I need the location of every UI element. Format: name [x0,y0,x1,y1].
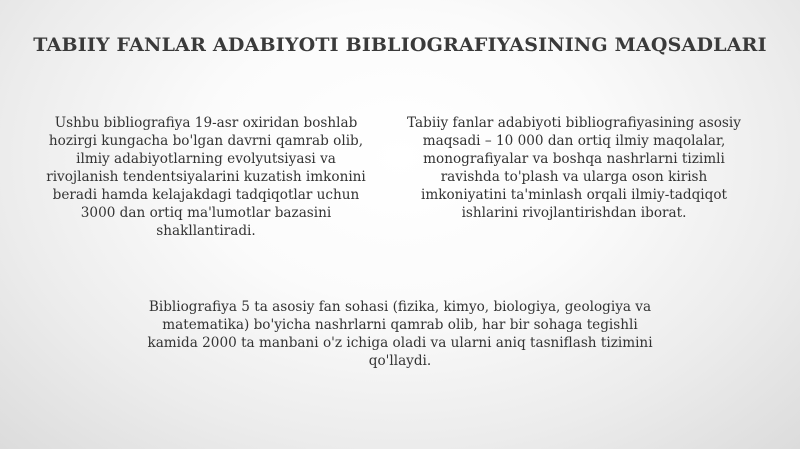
paragraph-time-coverage: Ushbu bibliografiya 19-asr oxiridan boshlab hozirgi kungacha bo'lgan davrni qamrab olib, ilmiy adabiyotlarning evolyutsiyasi va rivojlanish tendentsiyalarini kuzatish imkonini beradi hamda kelajakdagi tadqiqotlar uchun 3000 dan ortiq ma'lumotlar bazasini shakllantiradi. [46,115,366,239]
paragraph-subject-areas: Bibliografiya 5 ta asosiy fan sohasi (fizika, kimyo, biologiya, geologiya va matematika) bo'yicha nashrlarni qamrab olib, har bir sohaga tegishli kamida 2000 ta manbani o'z ichiga oladi va ularni aniq tasniflash tizimini qo'llaydi. [147,299,653,369]
paragraph-main-goal: Tabiiy fanlar adabiyoti bibliografiyasining asosiy maqsadi – 10 000 dan ortiq ilmiy maqolalar, monografiyalar va boshqa nashrlarni tizimli ravishda to'plash va ularga oson kirish imkoniyatini ta'minlash orqali ilmiy-tadqiqot ishlarini rivojlantirishdan iborat. [407,115,741,221]
slide-title: TABIIY FANLAR ADABIYOTI BIBLIOGRAFIYASINING MAQSADLARI [33,34,767,56]
